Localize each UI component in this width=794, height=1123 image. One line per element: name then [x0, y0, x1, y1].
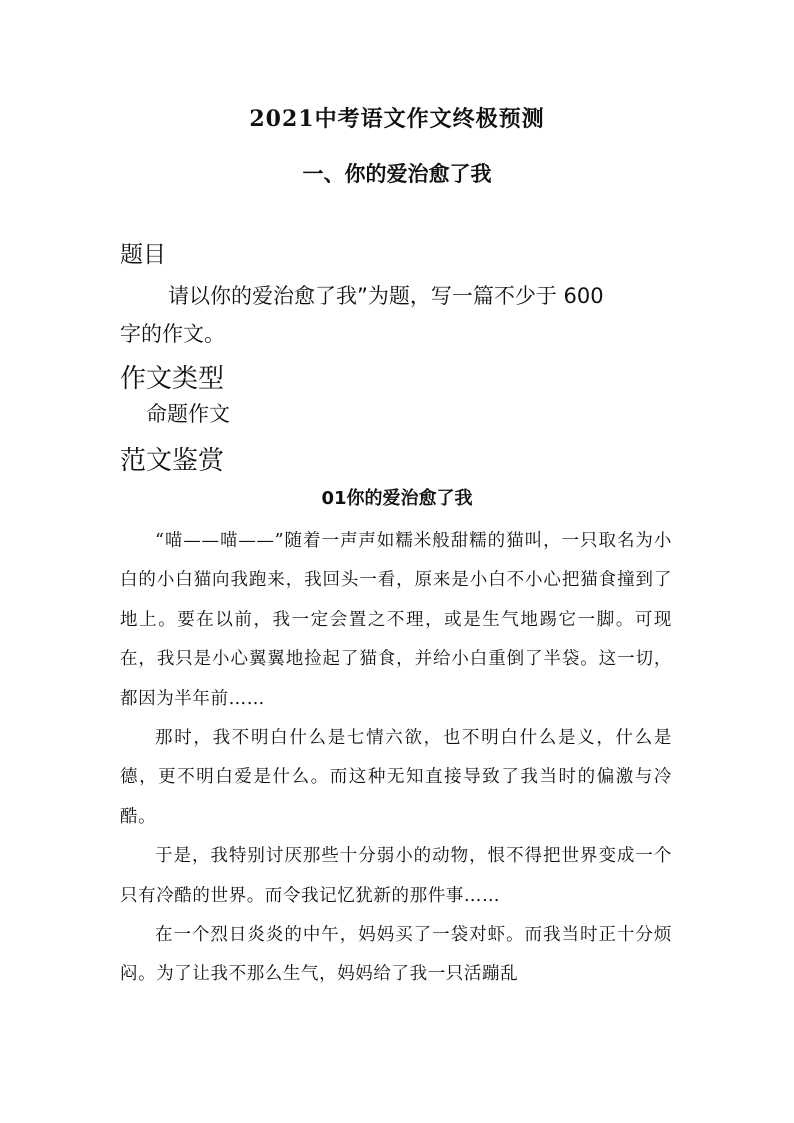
essay-paragraph: 那时，我不明白什么是七情六欲，也不明白什么是义，什么是德，更不明白爱是什么。而这种无知直接导致了我当时的偏激与冷酷。	[120, 728, 672, 827]
essay-paragraph: 在一个烈日炎炎的中午，妈妈买了一袋对虾。而我当时正十分烦闷。为了让我不那么生气，妈妈给了我一只活蹦乱	[120, 925, 672, 985]
type-heading: 作文类型	[120, 364, 225, 394]
type-value: 命题作文	[146, 402, 230, 426]
document-subtitle: 一、你的爱治愈了我	[302, 161, 492, 186]
essay-title: 01你的爱治愈了我	[321, 488, 473, 509]
prompt-text	[120, 277, 680, 353]
document-title: 2021中考语文作文终极预测	[249, 106, 545, 132]
topic-heading: 题目	[120, 242, 166, 268]
essay-paragraph: “喵——喵——”随着一声声如糯米般甜糯的猫叫，一只取名为小白的小白猫向我跑来，我回头一看，原来是小白不小心把猫食撞到了地上。要在以前，我一定会置之不理，或是生气地踢它一脚。可现在，我只是小心翼翼地捡起了猫食，并给小白重倒了半袋。这一切，都因为半年前……	[120, 531, 672, 709]
sample-heading: 范文鉴赏	[120, 446, 225, 476]
prompt-line-1: 请以你的爱治愈了我”为题，写一篇不少于 600	[168, 284, 604, 308]
prompt-line-2: 字的作文。	[120, 322, 225, 346]
essay-body	[120, 522, 672, 995]
essay-paragraph: 于是，我特别讨厌那些十分弱小的动物，恨不得把世界变成一个只有冷酷的世界。而令我记忆犹新的那件事……	[120, 846, 672, 906]
